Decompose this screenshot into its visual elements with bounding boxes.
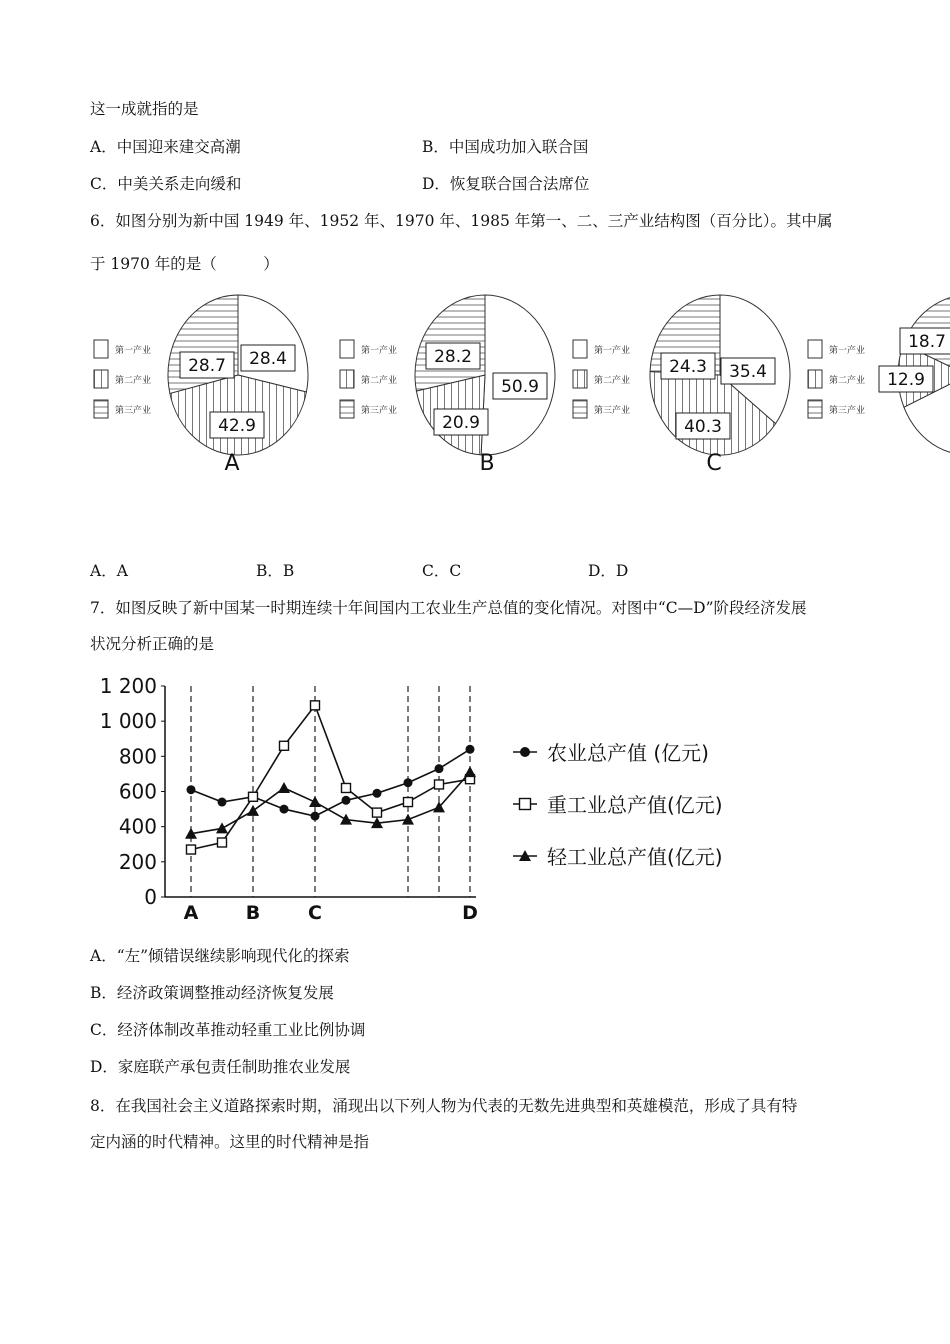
legend-swatch <box>808 340 822 358</box>
legend-swatch <box>94 340 108 358</box>
data-point <box>373 789 382 798</box>
q6-stem-line2: 于 1970 年的是（ ） <box>90 255 279 273</box>
data-point <box>218 798 227 807</box>
legend-label: 第三产业 <box>594 406 631 416</box>
data-label: 28.7 <box>188 356 226 376</box>
data-label: 24.3 <box>669 357 707 377</box>
series-line <box>191 749 470 816</box>
legend-swatch <box>573 400 587 418</box>
x-tick-label: A <box>183 902 199 924</box>
data-label: 42.9 <box>218 416 256 436</box>
legend-swatch <box>340 370 354 388</box>
data-point <box>187 845 196 854</box>
y-tick-label: 1 000 <box>99 709 157 734</box>
q6-option-a: A．A <box>90 562 128 580</box>
data-label: 20.9 <box>442 413 480 433</box>
data-point <box>342 796 351 805</box>
line-chart <box>95 672 755 927</box>
q5-option-c: C．中美关系走向缓和 <box>90 175 242 193</box>
q6-option-d: D．D <box>588 562 629 580</box>
q5-option-a: A．中国迎来建交高潮 <box>90 138 241 156</box>
legend-swatch <box>573 340 587 358</box>
x-tick-label: D <box>462 902 478 924</box>
legend-label: 轻工业总产值(亿元) <box>547 845 723 869</box>
legend-label: 第三产业 <box>115 406 152 416</box>
legend-swatch <box>340 400 354 418</box>
series-square <box>187 701 723 854</box>
data-point <box>216 822 228 833</box>
data-point <box>435 780 444 789</box>
y-tick-label: 600 <box>118 779 157 804</box>
pie-title: B <box>479 451 495 476</box>
data-point <box>311 701 320 710</box>
q7-option-c: C．经济体制改革推动轻重工业比例协调 <box>90 1021 366 1039</box>
data-point <box>520 747 530 757</box>
legend-label: 第一产业 <box>361 346 398 356</box>
legend-swatch <box>808 400 822 418</box>
q6-stem-line1: 6．如图分别为新中国 1949 年、1952 年、1970 年、1985 年第一、二、三产业结构图（百分比）。其中属 <box>90 212 833 230</box>
x-tick-label: C <box>308 902 322 924</box>
data-point <box>218 838 227 847</box>
pie-title: A <box>224 451 240 476</box>
q5-stem-tail: 这一成就指的是 <box>90 100 199 118</box>
q8-stem-line2: 定内涵的时代精神。这里的时代精神是指 <box>90 1133 370 1151</box>
legend-swatch <box>573 370 587 388</box>
data-point <box>187 785 196 794</box>
q7-stem-line2: 状况分析正确的是 <box>90 635 215 653</box>
data-point <box>249 792 258 801</box>
data-point <box>340 814 352 825</box>
data-label: 28.4 <box>249 349 287 369</box>
data-label: 12.9 <box>887 370 925 390</box>
q7-option-d: D．家庭联产承包责任制助推农业发展 <box>90 1058 351 1076</box>
q7-option-b: B．经济政策调整推动经济恢复发展 <box>90 984 334 1002</box>
data-point <box>435 764 444 773</box>
data-label: 50.9 <box>501 377 539 397</box>
q8-stem-line1: 8．在我国社会主义道路探索时期，涌现出以下列人物为代表的无数先进典型和英雄模范，形成了具有特 <box>90 1097 798 1115</box>
pie-title: C <box>706 451 722 476</box>
q6-option-c: C．C <box>422 562 462 580</box>
legend-label: 重工业总产值(亿元) <box>547 793 723 817</box>
legend-label: 第一产业 <box>115 346 152 356</box>
data-label: 28.2 <box>434 347 472 367</box>
x-tick-label: B <box>245 902 261 924</box>
legend-label: 第三产业 <box>361 406 398 416</box>
data-point <box>278 782 290 793</box>
pie-chart-b <box>340 295 555 476</box>
q6-option-b: B．B <box>256 562 295 580</box>
data-point <box>342 783 351 792</box>
legend-label: 第二产业 <box>594 376 631 386</box>
data-label: 35.4 <box>729 362 767 382</box>
series-line <box>191 772 470 834</box>
data-point <box>280 741 289 750</box>
y-tick-label: 0 <box>144 885 157 909</box>
legend-label: 第一产业 <box>829 346 866 356</box>
q5-option-b: B．中国成功加入联合国 <box>422 138 589 156</box>
legend-label: 农业总产值 (亿元) <box>547 741 709 765</box>
legend-label: 第二产业 <box>361 376 398 386</box>
legend-label: 第二产业 <box>115 376 152 386</box>
legend-swatch <box>808 370 822 388</box>
data-point <box>404 798 413 807</box>
data-point <box>309 796 321 807</box>
legend-swatch <box>94 370 108 388</box>
q7-option-a: A．“左”倾错误继续影响现代化的探索 <box>90 947 350 965</box>
data-point <box>280 805 289 814</box>
data-point <box>247 805 259 816</box>
data-label: 18.7 <box>908 332 946 352</box>
pie-charts <box>0 290 950 505</box>
y-tick-label: 1 200 <box>99 674 157 698</box>
data-point <box>402 814 414 825</box>
data-label: 40.3 <box>684 417 722 437</box>
legend-swatch <box>94 400 108 418</box>
series-line <box>191 705 470 849</box>
q7-stem-line1: 7．如图反映了新中国某一时期连续十年间国内工农业生产总值的变化情况。对图中“C—D”阶段经济发展 <box>90 599 807 617</box>
pie-chart-d <box>808 295 950 476</box>
legend-label: 第三产业 <box>829 406 866 416</box>
data-point <box>466 745 475 754</box>
y-tick-label: 200 <box>118 849 157 874</box>
data-point <box>404 778 413 787</box>
q5-option-d: D．恢复联合国合法席位 <box>422 175 590 193</box>
y-tick-label: 400 <box>118 814 157 839</box>
data-point <box>311 812 320 821</box>
data-point <box>464 766 476 777</box>
legend-label: 第二产业 <box>829 376 866 386</box>
data-point <box>520 799 531 810</box>
legend-swatch <box>340 340 354 358</box>
pie-chart-a <box>94 295 308 476</box>
data-point <box>373 808 382 817</box>
legend-label: 第一产业 <box>594 346 631 356</box>
pie-chart-c <box>573 295 790 476</box>
y-tick-label: 800 <box>118 744 157 769</box>
